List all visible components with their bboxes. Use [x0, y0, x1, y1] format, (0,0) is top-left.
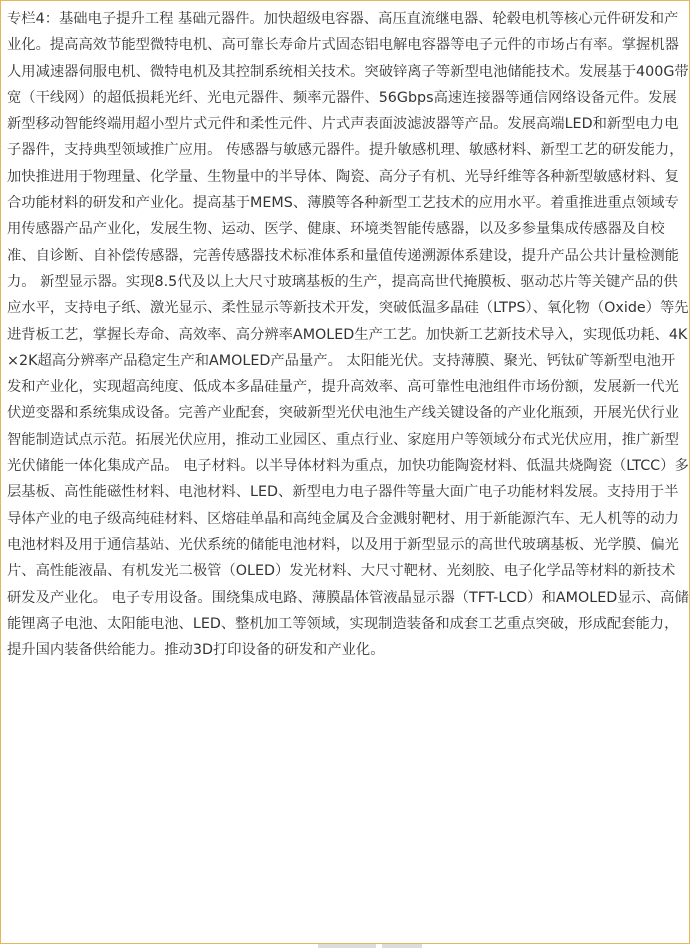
column-text: 专栏4：基础电子提升工程 基础元器件。加快超级电容器、高压直流继电器、轮毂电机等核心元件研发和产业化。提高高效节能型微特电机、高可靠长寿命片式固态铝电解电容器等电子元件的市场占有率。掌握机器人用减速器伺服电机、微特电机及其控制系统相关技术。突破锌离子等新型电池储能技术。发展基于400G带宽（干线网）的超低损耗光纤、光电元器件、频率元器件、56Gbps高速连接器等通信网络设备元件。发展新型移动智能终端用超小型片式元件和柔性元件、片式声表面波滤波器等产品。发展高端LED和新型电力电子器件，支持典型领域推广应用。 传感器与敏感元器件。提升敏感机理、敏感材料、新型工艺的研发能力，加快推进用于物理量、化学量、生物量中的半导体、陶瓷、高分子有机、光导纤维等各种新型敏感材料、复合功能材料的研发和产业化。提高基于MEMS、薄膜等各种新型工艺技术的应用水平。着重推进重点领域专用传感器产品产业化，发展生物、运动、医学、健康、环境类智能传感器，以及多参量集成传感器及自校准、自诊断、自补偿传感器，完善传感器技术标准体系和量值传递溯源体系建设，提升产品公共计量检测能力。 新型显示器。实现8.5代及以上大尺寸玻璃基板的生产，提高高世代掩膜板、驱动芯片等关键产品的供应水平，支持电子纸、激光显示、柔性显示等新技术开发，突破低温多晶硅（LTPS）、氧化物（Oxide）等先进背板工艺，掌握长寿命、高效率、高分辨率AMOLED生产工艺。加快新工艺新技术导入，实现低功耗、4K×2K超高分辨率产品稳定生产和AMOLED产品量产。 太阳能光伏。支持薄膜、聚光、钙钛矿等新型电池开发和产业化，实现超高纯度、低成本多晶硅量产，提升高效率、高可靠性电池组件市场份额，发展新一代光伏逆变器和系统集成设备。完善产业配套，突破新型光伏电池生产线关键设备的产业化瓶颈，开展光伏行业智能制造试点示范。拓展光伏应用，推动工业园区、重点行业、家庭用户等领域分布式光伏应用，推广新型光伏储能一体化集成产品。 电子材料。以半导体材料为重点，加快功能陶瓷材料、低温共烧陶瓷（LTCC）多层基板、高性能磁性材料、电池材料、LED、新型电力电子器件等量大面广电子功能材料发展。支持用于半导体产业的电子级高纯硅材料、区熔硅单晶和高纯金属及合金溅射靶材、用于新能源汽车、无人机等的动力电池材料及用于通信基站、光伏系统的储能电池材料，以及用于新型显示的高世代玻璃基板、光学膜、偏光片、高性能液晶、有机发光二极管（OLED）发光材料、大尺寸靶材、光刻胶、电子化学品等材料的新技术研发及产业化。 电子专用设备。围绕集成电路、薄膜晶体管液晶显示器（TFT-LCD）和AMOLED显示、高储能锂离子电池、太阳能电池、LED、整机加工等领域，实现制造装备和成套工艺重点突破，形成配套能力，提升国内装备供给能力。推动3D打印设备的研发和产业化。	[7, 11, 689, 659]
bottom-tab-2	[382, 944, 422, 948]
bottom-tab-1	[318, 944, 376, 948]
